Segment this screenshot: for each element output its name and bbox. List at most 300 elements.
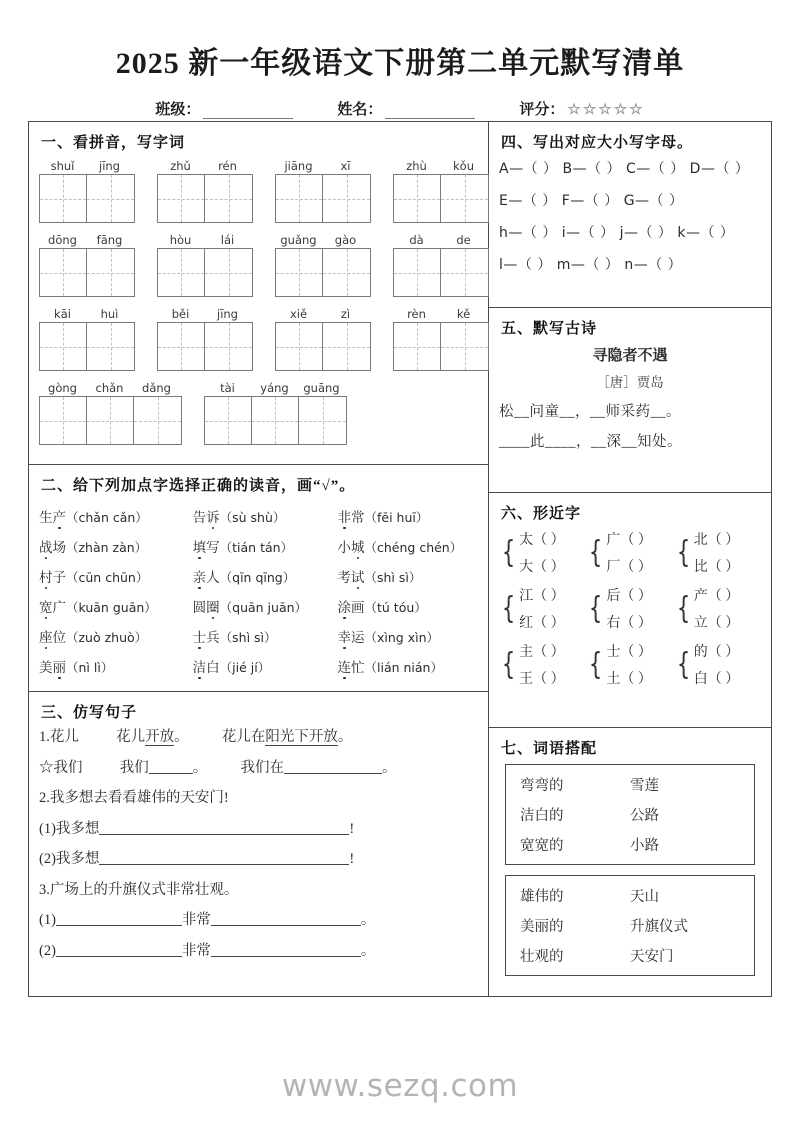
tianzige-cell[interactable] xyxy=(394,175,441,222)
pinyin-labels xyxy=(157,232,253,248)
s3-q2-a-label: (1)我多想 xyxy=(39,820,100,837)
section-1-pinyin-writing xyxy=(29,122,488,464)
similar-char-bottom[interactable]: 大（ ） xyxy=(519,560,565,575)
right-column xyxy=(489,122,771,996)
tianzige-cell[interactable] xyxy=(394,323,441,370)
tianzige-cell[interactable] xyxy=(158,175,205,222)
pinyin-labels xyxy=(39,232,135,248)
s3-q1-example xyxy=(39,728,478,748)
tianzige-cell[interactable] xyxy=(87,175,134,222)
character: 忙 xyxy=(351,660,365,675)
tianzige-cell[interactable] xyxy=(276,323,323,370)
s3-q1s-b-pre: 我们 xyxy=(119,759,149,776)
letter-row[interactable]: A—（ ） B—（ ） C—（ ） D—（ ） xyxy=(499,161,750,177)
pronunciation-item[interactable] xyxy=(193,621,338,651)
star-rating-icon[interactable]: ☆☆☆☆☆ xyxy=(567,102,645,118)
s3-q1s-b-blank[interactable] xyxy=(149,759,193,774)
similar-char-pair xyxy=(674,585,761,632)
match-right-term[interactable]: 升旗仪式 xyxy=(630,919,688,935)
match-left-term[interactable]: 弯弯的 xyxy=(520,778,564,794)
pronunciation-item[interactable] xyxy=(338,651,479,681)
pronunciation-options[interactable]: （jié jí） xyxy=(219,660,271,675)
pronunciation-options[interactable]: （zhàn zàn） xyxy=(66,540,148,555)
character: 写 xyxy=(206,540,220,555)
s3-q1s-c-pre: 我们在 xyxy=(240,759,284,776)
tianzige-grid[interactable] xyxy=(275,322,371,371)
similar-char-top[interactable]: 太（ ） xyxy=(519,533,565,548)
s3-q2-b-label: (2)我多想 xyxy=(39,851,100,868)
match-row[interactable] xyxy=(520,834,748,855)
pinyin-labels xyxy=(275,232,371,248)
pinyin-word-group xyxy=(39,158,135,223)
pronunciation-item[interactable] xyxy=(338,591,479,621)
s3-q2-b-end: ! xyxy=(349,851,355,868)
similar-char-bottom[interactable]: 白（ ） xyxy=(693,672,740,687)
section-5-title: 五、默写古诗 xyxy=(501,321,598,337)
pronunciation-word xyxy=(193,510,220,525)
tianzige-cell[interactable] xyxy=(205,249,252,296)
pair-items xyxy=(519,585,565,632)
s3-q1-c-underline: 阳光下开放 xyxy=(265,729,338,745)
tianzige-grid[interactable] xyxy=(275,248,371,297)
pronunciation-item[interactable] xyxy=(338,561,479,591)
s3-q3-text: 广场上的升旗仪式非常壮观。 xyxy=(49,881,239,898)
pronunciation-item[interactable] xyxy=(193,531,338,561)
tianzige-grid[interactable] xyxy=(39,174,135,223)
s3-q1-star-icon: ☆ xyxy=(39,759,54,776)
character: 白 xyxy=(206,660,220,675)
s3-q3-answer-1 xyxy=(39,911,478,931)
pinyin-rows xyxy=(39,158,478,445)
similar-char-top[interactable]: 江（ ） xyxy=(519,589,565,604)
character: 位 xyxy=(52,630,66,645)
pronunciation-word xyxy=(193,660,220,675)
worksheet-table xyxy=(28,121,772,997)
student-info-row xyxy=(0,98,800,119)
section-5-poem-dictation xyxy=(489,307,771,492)
pinyin-syllable: gòng xyxy=(48,381,77,395)
tianzige-cell[interactable] xyxy=(87,323,134,370)
pinyin-word-group xyxy=(275,306,371,371)
similar-char-pair xyxy=(499,585,586,632)
pinyin-syllable: kāi xyxy=(54,307,71,321)
pronunciation-options[interactable]: （kuān guān） xyxy=(66,600,157,615)
tianzige-cell[interactable] xyxy=(87,397,134,444)
pinyin-syllable: rèn xyxy=(407,307,426,321)
pronunciation-options[interactable]: （shì sì） xyxy=(364,570,422,585)
match-row[interactable] xyxy=(520,885,748,906)
character: 兵 xyxy=(206,630,220,645)
match-left-term[interactable]: 雄伟的 xyxy=(520,889,564,905)
pronunciation-options[interactable]: （chǎn cǎn） xyxy=(66,510,148,525)
character: 生 xyxy=(39,510,53,525)
pinyin-labels xyxy=(157,158,253,174)
dotted-character: 诉 xyxy=(206,506,220,526)
tianzige-grid[interactable] xyxy=(39,322,135,371)
pronunciation-options[interactable]: （zuò zhuò） xyxy=(66,630,148,645)
pinyin-labels xyxy=(204,380,347,396)
character: 子 xyxy=(52,570,66,585)
similar-char-row xyxy=(499,641,761,688)
brace-icon: { xyxy=(676,534,690,570)
tianzige-cell[interactable] xyxy=(205,323,252,370)
similar-char-top[interactable]: 士（ ） xyxy=(606,645,652,660)
tianzige-cell[interactable] xyxy=(441,175,488,222)
pronunciation-item[interactable] xyxy=(193,651,338,681)
pinyin-row xyxy=(39,380,478,445)
pronunciation-row xyxy=(39,651,478,681)
pinyin-labels xyxy=(393,306,489,322)
pinyin-syllable: dà xyxy=(409,233,424,247)
class-blank[interactable] xyxy=(203,103,293,119)
pronunciation-item[interactable] xyxy=(193,591,338,621)
pronunciation-options[interactable]: （chéng chén） xyxy=(364,540,463,555)
dotted-character: 涂 xyxy=(338,596,352,616)
s3-q2-text: 我多想去看看雄伟的天安门! xyxy=(49,790,229,807)
match-right-term[interactable]: 小路 xyxy=(630,838,659,854)
s3-q1-c-pre: 花儿在 xyxy=(221,729,266,745)
pair-items xyxy=(519,641,565,688)
pronunciation-word xyxy=(39,630,66,645)
pronunciation-word xyxy=(338,630,365,645)
similar-char-pair xyxy=(499,641,586,688)
section-4-letter-case xyxy=(489,122,771,307)
tianzige-cell[interactable] xyxy=(205,397,252,444)
pronunciation-row xyxy=(39,591,478,621)
section-6-similar-characters xyxy=(489,492,771,727)
pinyin-labels xyxy=(275,306,371,322)
tianzige-cell[interactable] xyxy=(394,249,441,296)
pronunciation-options[interactable]: （lián nián） xyxy=(364,660,443,675)
dotted-character: 填 xyxy=(193,536,207,556)
s3-q2-a-end: ! xyxy=(349,820,355,837)
dotted-character: 村 xyxy=(39,566,53,586)
match-row[interactable] xyxy=(520,804,748,825)
pronunciation-word xyxy=(193,600,220,615)
pinyin-syllable: dōng xyxy=(48,233,77,247)
tianzige-grid[interactable] xyxy=(39,248,135,297)
pronunciation-word xyxy=(193,630,220,645)
pair-items xyxy=(694,529,740,576)
pronunciation-item[interactable] xyxy=(39,561,193,591)
brace-icon: { xyxy=(501,646,516,682)
pinyin-row xyxy=(39,232,478,297)
section-4-title: 四、写出对应大小写字母。 xyxy=(501,135,694,151)
similar-char-top[interactable]: 主（ ） xyxy=(519,645,565,660)
s3-q3-a-blank-2[interactable] xyxy=(211,911,361,926)
pinyin-word-group xyxy=(275,158,371,223)
tianzige-cell[interactable] xyxy=(205,175,252,222)
tianzige-cell[interactable] xyxy=(40,323,87,370)
match-left-term[interactable]: 美丽的 xyxy=(520,919,564,935)
match-box-1[interactable] xyxy=(505,764,755,865)
pronunciation-word xyxy=(39,600,66,615)
pronunciation-word xyxy=(338,570,365,585)
similar-char-pair xyxy=(586,529,673,576)
letter-row[interactable]: E—（ ） F—（ ） G—（ ） xyxy=(499,193,684,209)
tianzige-grid[interactable] xyxy=(275,174,371,223)
tianzige-grid[interactable] xyxy=(204,396,347,445)
name-field[interactable] xyxy=(337,98,475,119)
pronunciation-options[interactable]: （sù shù） xyxy=(219,510,286,525)
tianzige-grid[interactable] xyxy=(157,174,253,223)
brace-icon: { xyxy=(589,590,603,626)
s3-q3-answer-2 xyxy=(39,942,478,962)
character: 圆 xyxy=(192,600,207,615)
pinyin-syllable: jiāng xyxy=(284,159,313,173)
s3-q3-a-blank-1[interactable] xyxy=(56,911,182,926)
s3-q1s-c-blank[interactable] xyxy=(284,759,382,774)
pinyin-syllable: rén xyxy=(218,159,237,173)
pair-items xyxy=(694,585,740,632)
s3-q3-b-blank-2[interactable] xyxy=(211,942,361,957)
poem-line-1[interactable]: 松__问童__，__师采药__。 xyxy=(499,404,681,420)
character: 小 xyxy=(337,540,351,555)
pronunciation-item[interactable] xyxy=(193,501,338,531)
similar-char-pair xyxy=(586,641,673,688)
s3-q2-prompt xyxy=(39,789,478,809)
tianzige-grid[interactable] xyxy=(157,322,253,371)
similar-char-top[interactable]: 后（ ） xyxy=(606,589,652,604)
pronunciation-word xyxy=(39,510,66,525)
brace-icon: { xyxy=(676,590,690,626)
dotted-character: 洁 xyxy=(193,656,207,676)
pronunciation-item[interactable] xyxy=(39,621,193,651)
pinyin-labels xyxy=(39,306,135,322)
match-left-term[interactable]: 壮观的 xyxy=(520,949,564,965)
s3-q3-a-end: 。 xyxy=(360,912,376,929)
page-title: 2025 新一年级语文下册第二单元默写清单 xyxy=(115,47,685,80)
pronunciation-options[interactable]: （nì lì） xyxy=(66,660,114,675)
match-right-term[interactable]: 公路 xyxy=(630,808,659,824)
pronunciation-item[interactable] xyxy=(338,621,479,651)
similar-char-top[interactable]: 广（ ） xyxy=(606,533,652,548)
similar-char-bottom[interactable]: 厂（ ） xyxy=(606,560,652,575)
pinyin-word-group xyxy=(39,306,135,371)
class-field[interactable] xyxy=(155,98,293,119)
pronunciation-options[interactable]: （tián tán） xyxy=(219,540,294,555)
tianzige-cell[interactable] xyxy=(40,249,87,296)
tianzige-cell[interactable] xyxy=(323,323,370,370)
character: 人 xyxy=(206,570,220,585)
letter-rows xyxy=(499,158,761,274)
tianzige-grid[interactable] xyxy=(157,248,253,297)
pronunciation-row xyxy=(39,531,478,561)
s3-q3-a-mid: 非常 xyxy=(181,912,211,929)
dotted-character: 非 xyxy=(338,506,352,526)
pinyin-syllable: zhǔ xyxy=(170,159,191,173)
match-right-term[interactable]: 雪莲 xyxy=(630,778,659,794)
tianzige-cell[interactable] xyxy=(276,249,323,296)
class-label: 班级： xyxy=(155,102,201,118)
brace-icon: { xyxy=(589,534,603,570)
s3-q3-b-label: (2) xyxy=(39,942,56,959)
tianzige-grid[interactable] xyxy=(393,248,489,297)
pronunciation-item[interactable] xyxy=(39,531,193,561)
pair-items xyxy=(606,529,652,576)
pronunciation-options[interactable]: （quān juān） xyxy=(219,600,308,615)
character: 告 xyxy=(192,510,207,525)
pinyin-word-group xyxy=(393,232,489,297)
pronunciation-item[interactable] xyxy=(338,501,479,531)
pinyin-word-group xyxy=(204,380,347,445)
pronunciation-item[interactable] xyxy=(39,651,193,681)
tianzige-cell[interactable] xyxy=(40,175,87,222)
tianzige-cell[interactable] xyxy=(252,397,299,444)
similar-char-bottom[interactable]: 红（ ） xyxy=(519,616,565,631)
similar-char-bottom[interactable]: 王（ ） xyxy=(519,672,565,687)
similar-char-bottom[interactable]: 立（ ） xyxy=(693,616,740,631)
similar-char-pair xyxy=(674,641,761,688)
character: 广 xyxy=(52,600,66,615)
s3-q3-b-blank-1[interactable] xyxy=(56,942,182,957)
pinyin-word-group xyxy=(157,158,253,223)
match-row[interactable] xyxy=(520,915,748,936)
poem-line-2[interactable]: ____此____，__深__知处。 xyxy=(499,434,682,450)
pronunciation-options[interactable]: （xìng xìn） xyxy=(364,630,439,645)
section-3-sentence-imitation xyxy=(29,691,488,974)
dotted-character: 城 xyxy=(351,536,365,556)
name-label: 姓名： xyxy=(337,102,383,118)
dotted-character: 试 xyxy=(351,566,365,586)
dotted-character: 士 xyxy=(193,626,207,646)
match-left-term[interactable]: 洁白的 xyxy=(520,808,564,824)
tianzige-cell[interactable] xyxy=(158,323,205,370)
pinyin-syllable: shuǐ xyxy=(50,159,75,173)
match-right-term[interactable]: 天安门 xyxy=(630,949,674,965)
similar-char-row xyxy=(499,585,761,632)
pinyin-word-group xyxy=(39,380,182,445)
score-field[interactable] xyxy=(519,98,644,119)
s3-q1-number: 1. xyxy=(39,729,50,745)
tianzige-cell[interactable] xyxy=(276,175,323,222)
match-box-2[interactable] xyxy=(505,875,755,976)
tianzige-cell[interactable] xyxy=(323,175,370,222)
pronunciation-word xyxy=(338,600,365,615)
tianzige-cell[interactable] xyxy=(87,249,134,296)
tianzige-cell[interactable] xyxy=(441,323,488,370)
pinyin-word-group xyxy=(157,306,253,371)
pinyin-syllable: zì xyxy=(340,307,351,321)
pronunciation-word xyxy=(338,660,365,675)
s3-q3-number: 3. xyxy=(39,881,50,898)
pinyin-labels xyxy=(275,158,371,174)
pair-items xyxy=(519,529,565,576)
character: 运 xyxy=(351,630,365,645)
tianzige-cell[interactable] xyxy=(323,249,370,296)
s3-q1-c-end: 。 xyxy=(337,729,353,745)
s3-q2-a-blank[interactable] xyxy=(99,820,349,835)
s3-q1-practice xyxy=(39,759,478,779)
pinyin-syllable: lái xyxy=(220,233,235,247)
pronunciation-row xyxy=(39,561,478,591)
pronunciation-options[interactable]: （cūn chūn） xyxy=(66,570,149,585)
tianzige-cell[interactable] xyxy=(441,249,488,296)
pronunciation-row xyxy=(39,501,478,531)
pinyin-syllable: kě xyxy=(456,307,471,321)
pinyin-word-group xyxy=(393,158,489,223)
pronunciation-options[interactable]: （shì sì） xyxy=(219,630,277,645)
similar-char-bottom[interactable]: 右（ ） xyxy=(606,616,652,631)
dotted-character: 宽 xyxy=(39,596,53,616)
s3-q1-b-underline: 开放 xyxy=(145,729,175,745)
pinyin-syllable: dǎng xyxy=(142,381,171,395)
tianzige-grid[interactable] xyxy=(39,396,182,445)
pronunciation-options[interactable]: （qīn qīng） xyxy=(219,570,296,585)
pronunciation-options[interactable]: （tú tóu） xyxy=(364,600,427,615)
similar-char-bottom[interactable]: 土（ ） xyxy=(606,672,652,687)
s3-q2-number: 2. xyxy=(39,790,50,807)
match-row[interactable] xyxy=(520,774,748,795)
character: 画 xyxy=(351,600,365,615)
pronunciation-item[interactable] xyxy=(193,561,338,591)
pair-items xyxy=(606,585,652,632)
watermark: www.sezq.com xyxy=(281,1068,519,1104)
pronunciation-item[interactable] xyxy=(39,501,193,531)
pronunciation-options[interactable]: （fēi huī） xyxy=(364,510,429,525)
pinyin-syllable: hòu xyxy=(169,233,192,247)
tianzige-cell[interactable] xyxy=(158,249,205,296)
s3-q2-b-blank[interactable] xyxy=(99,850,349,865)
match-left-term[interactable]: 宽宽的 xyxy=(520,838,564,854)
pinyin-word-group xyxy=(157,232,253,297)
pinyin-syllable: de xyxy=(456,233,471,247)
match-row[interactable] xyxy=(520,945,748,966)
letter-row[interactable]: l—（ ） m—（ ） n—（ ） xyxy=(499,257,683,273)
pinyin-syllable: fāng xyxy=(96,233,123,247)
pinyin-row xyxy=(39,306,478,371)
s3-q1-b-pre: 花儿 xyxy=(116,729,146,745)
s3-q3-a-label: (1) xyxy=(39,912,56,929)
tianzige-grid[interactable] xyxy=(393,174,489,223)
name-blank[interactable] xyxy=(385,103,475,119)
pinyin-labels xyxy=(39,158,135,174)
s3-q2-answer-1 xyxy=(39,820,478,840)
pinyin-syllable: xiě xyxy=(289,307,308,321)
letter-row[interactable]: h—（ ） i—（ ） j—（ ） k—（ ） xyxy=(499,225,735,241)
tianzige-cell[interactable] xyxy=(40,397,87,444)
s3-q2-answer-2 xyxy=(39,850,478,870)
pinyin-syllable: xī xyxy=(340,159,351,173)
dotted-character: 战 xyxy=(39,536,53,556)
score-label: 评分： xyxy=(519,102,565,118)
s3-q1s-b-end: 。 xyxy=(192,759,208,776)
pair-items xyxy=(694,641,740,688)
dotted-character: 亲 xyxy=(193,566,207,586)
pinyin-syllable: chǎn xyxy=(95,381,124,395)
s3-q1s-c-end: 。 xyxy=(382,759,397,776)
similar-char-top[interactable]: 的（ ） xyxy=(693,645,740,660)
similar-char-bottom[interactable]: 比（ ） xyxy=(693,560,740,575)
pronunciation-item[interactable] xyxy=(39,591,193,621)
similar-char-top[interactable]: 产（ ） xyxy=(693,589,740,604)
pronunciation-word xyxy=(39,540,66,555)
pronunciation-item[interactable] xyxy=(338,531,479,561)
s3-q1-a: 花儿 xyxy=(49,729,79,745)
tianzige-cell[interactable] xyxy=(299,397,346,444)
tianzige-grid[interactable] xyxy=(393,322,489,371)
section-1-title: 一、看拼音，写字词 xyxy=(41,135,186,151)
dotted-character: 连 xyxy=(338,656,352,676)
tianzige-cell[interactable] xyxy=(134,397,181,444)
pinyin-syllable: tài xyxy=(220,381,235,395)
pronunciation-word xyxy=(193,570,220,585)
similar-char-top[interactable]: 北（ ） xyxy=(693,533,740,548)
section-7-title: 七、词语搭配 xyxy=(501,741,598,757)
s3-q3-b-end: 。 xyxy=(360,942,376,959)
character: 考 xyxy=(337,570,351,585)
match-right-term[interactable]: 天山 xyxy=(630,889,659,905)
